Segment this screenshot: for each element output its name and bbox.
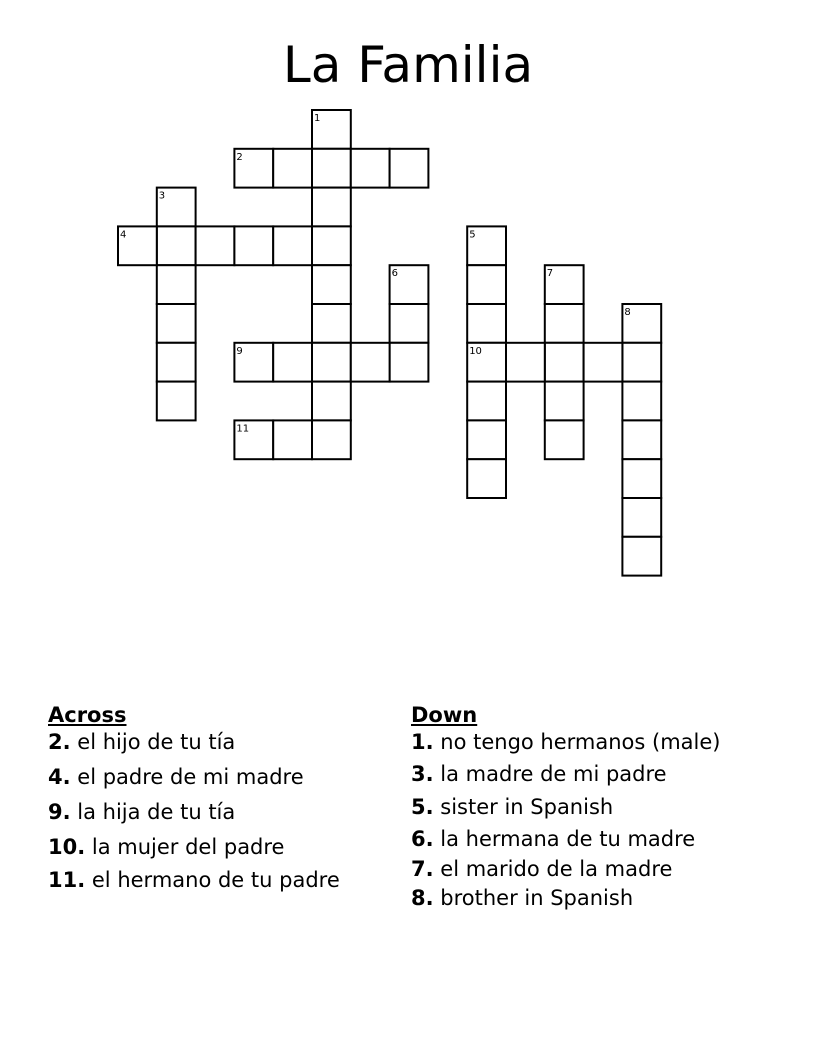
grid-cell[interactable] — [196, 226, 235, 265]
grid-cell[interactable] — [545, 420, 584, 459]
grid-cell[interactable] — [312, 343, 351, 382]
clue-number: 8. — [411, 886, 434, 910]
clue-number: 3. — [411, 762, 434, 786]
grid-cell[interactable] — [506, 343, 545, 382]
grid-cell[interactable] — [312, 420, 351, 459]
grid-cell[interactable] — [312, 265, 351, 304]
grid-cell[interactable] — [545, 343, 584, 382]
clue-down-5 — [411, 795, 721, 819]
grid-cell[interactable] — [467, 382, 506, 421]
clue-across-2 — [48, 730, 340, 754]
cell-number: 2 — [236, 151, 243, 163]
puzzle-title: La Familia — [282, 36, 534, 94]
grid-cell[interactable] — [273, 343, 312, 382]
clue-text: sister in Spanish — [440, 795, 614, 819]
grid-cell[interactable] — [390, 149, 429, 188]
grid-cell[interactable] — [622, 537, 661, 576]
grid-cell[interactable] — [273, 149, 312, 188]
grid-cell[interactable] — [622, 498, 661, 537]
grid-cell[interactable] — [467, 265, 506, 304]
clue-down-8 — [411, 886, 721, 910]
clue-number: 6. — [411, 827, 434, 851]
cell-number: 8 — [624, 307, 631, 318]
clue-across-10 — [48, 835, 340, 859]
cell-number: 3 — [158, 190, 166, 202]
down-clues — [411, 702, 721, 910]
grid-cells — [118, 110, 661, 576]
clue-text: brother in Spanish — [440, 886, 634, 910]
clue-number: 11. — [48, 868, 86, 892]
clue-across-4 — [48, 765, 340, 789]
grid-cell[interactable] — [312, 304, 351, 343]
clue-across-11 — [48, 868, 340, 892]
clue-text: el padre de mi madre — [77, 765, 304, 789]
grid-cell[interactable] — [622, 343, 661, 382]
grid-cell[interactable] — [467, 459, 506, 498]
cell-number: 11 — [236, 423, 250, 435]
grid-cell[interactable] — [545, 304, 584, 343]
clue-down-6 — [411, 827, 721, 851]
cell-number: 1 — [314, 113, 321, 124]
clue-number: 10. — [48, 835, 86, 859]
cell-number: 4 — [120, 229, 127, 241]
clue-down-7 — [411, 857, 721, 881]
down-heading: Down — [411, 703, 478, 727]
grid-cell[interactable] — [157, 265, 196, 304]
grid-cell[interactable] — [157, 226, 196, 265]
clue-down-3 — [411, 762, 721, 786]
cell-number: 5 — [469, 229, 476, 241]
grid-cell[interactable] — [622, 420, 661, 459]
grid-cell[interactable] — [584, 343, 623, 382]
clue-number: 9. — [48, 800, 71, 824]
clue-text: la mujer del padre — [91, 835, 285, 859]
cell-number: 7 — [546, 268, 554, 280]
grid-cell[interactable] — [273, 420, 312, 459]
across-heading: Across — [48, 703, 127, 727]
grid-cell[interactable] — [234, 226, 273, 265]
grid-cell[interactable] — [157, 343, 196, 382]
grid-cell[interactable] — [157, 382, 196, 421]
grid-cell[interactable] — [390, 343, 429, 382]
clue-number: 1. — [411, 730, 434, 754]
grid-cell[interactable] — [390, 304, 429, 343]
clue-text: la hermana de tu madre — [440, 827, 696, 851]
clue-text: el hermano de tu padre — [91, 868, 340, 892]
grid-cell[interactable] — [467, 304, 506, 343]
clue-text: la hija de tu tía — [77, 800, 236, 824]
clue-text: no tengo hermanos (male) — [440, 730, 721, 754]
grid-cell[interactable] — [157, 304, 196, 343]
clue-number: 7. — [411, 857, 434, 881]
cell-number: 6 — [391, 268, 398, 280]
cell-number: 10 — [469, 345, 482, 357]
grid-cell[interactable] — [312, 226, 351, 265]
clue-number: 5. — [411, 795, 434, 819]
clue-number: 4. — [48, 765, 71, 789]
across-clues — [48, 702, 340, 892]
grid-cell[interactable] — [545, 382, 584, 421]
grid-cell[interactable] — [622, 382, 661, 421]
grid-cell[interactable] — [312, 188, 351, 227]
grid-cell[interactable] — [622, 459, 661, 498]
grid-cell[interactable] — [273, 226, 312, 265]
clue-text: el hijo de tu tía — [77, 730, 236, 754]
clue-across-9 — [48, 800, 340, 824]
clue-text: el marido de la madre — [440, 857, 673, 881]
cell-number: 9 — [236, 345, 243, 357]
grid-cell[interactable] — [467, 420, 506, 459]
grid-cell[interactable] — [351, 343, 390, 382]
clue-number: 2. — [48, 730, 71, 754]
clue-down-1 — [411, 730, 721, 754]
clue-text: la madre de mi padre — [440, 762, 667, 786]
grid-cell[interactable] — [351, 149, 390, 188]
grid-cell[interactable] — [312, 149, 351, 188]
grid-cell[interactable] — [312, 382, 351, 421]
